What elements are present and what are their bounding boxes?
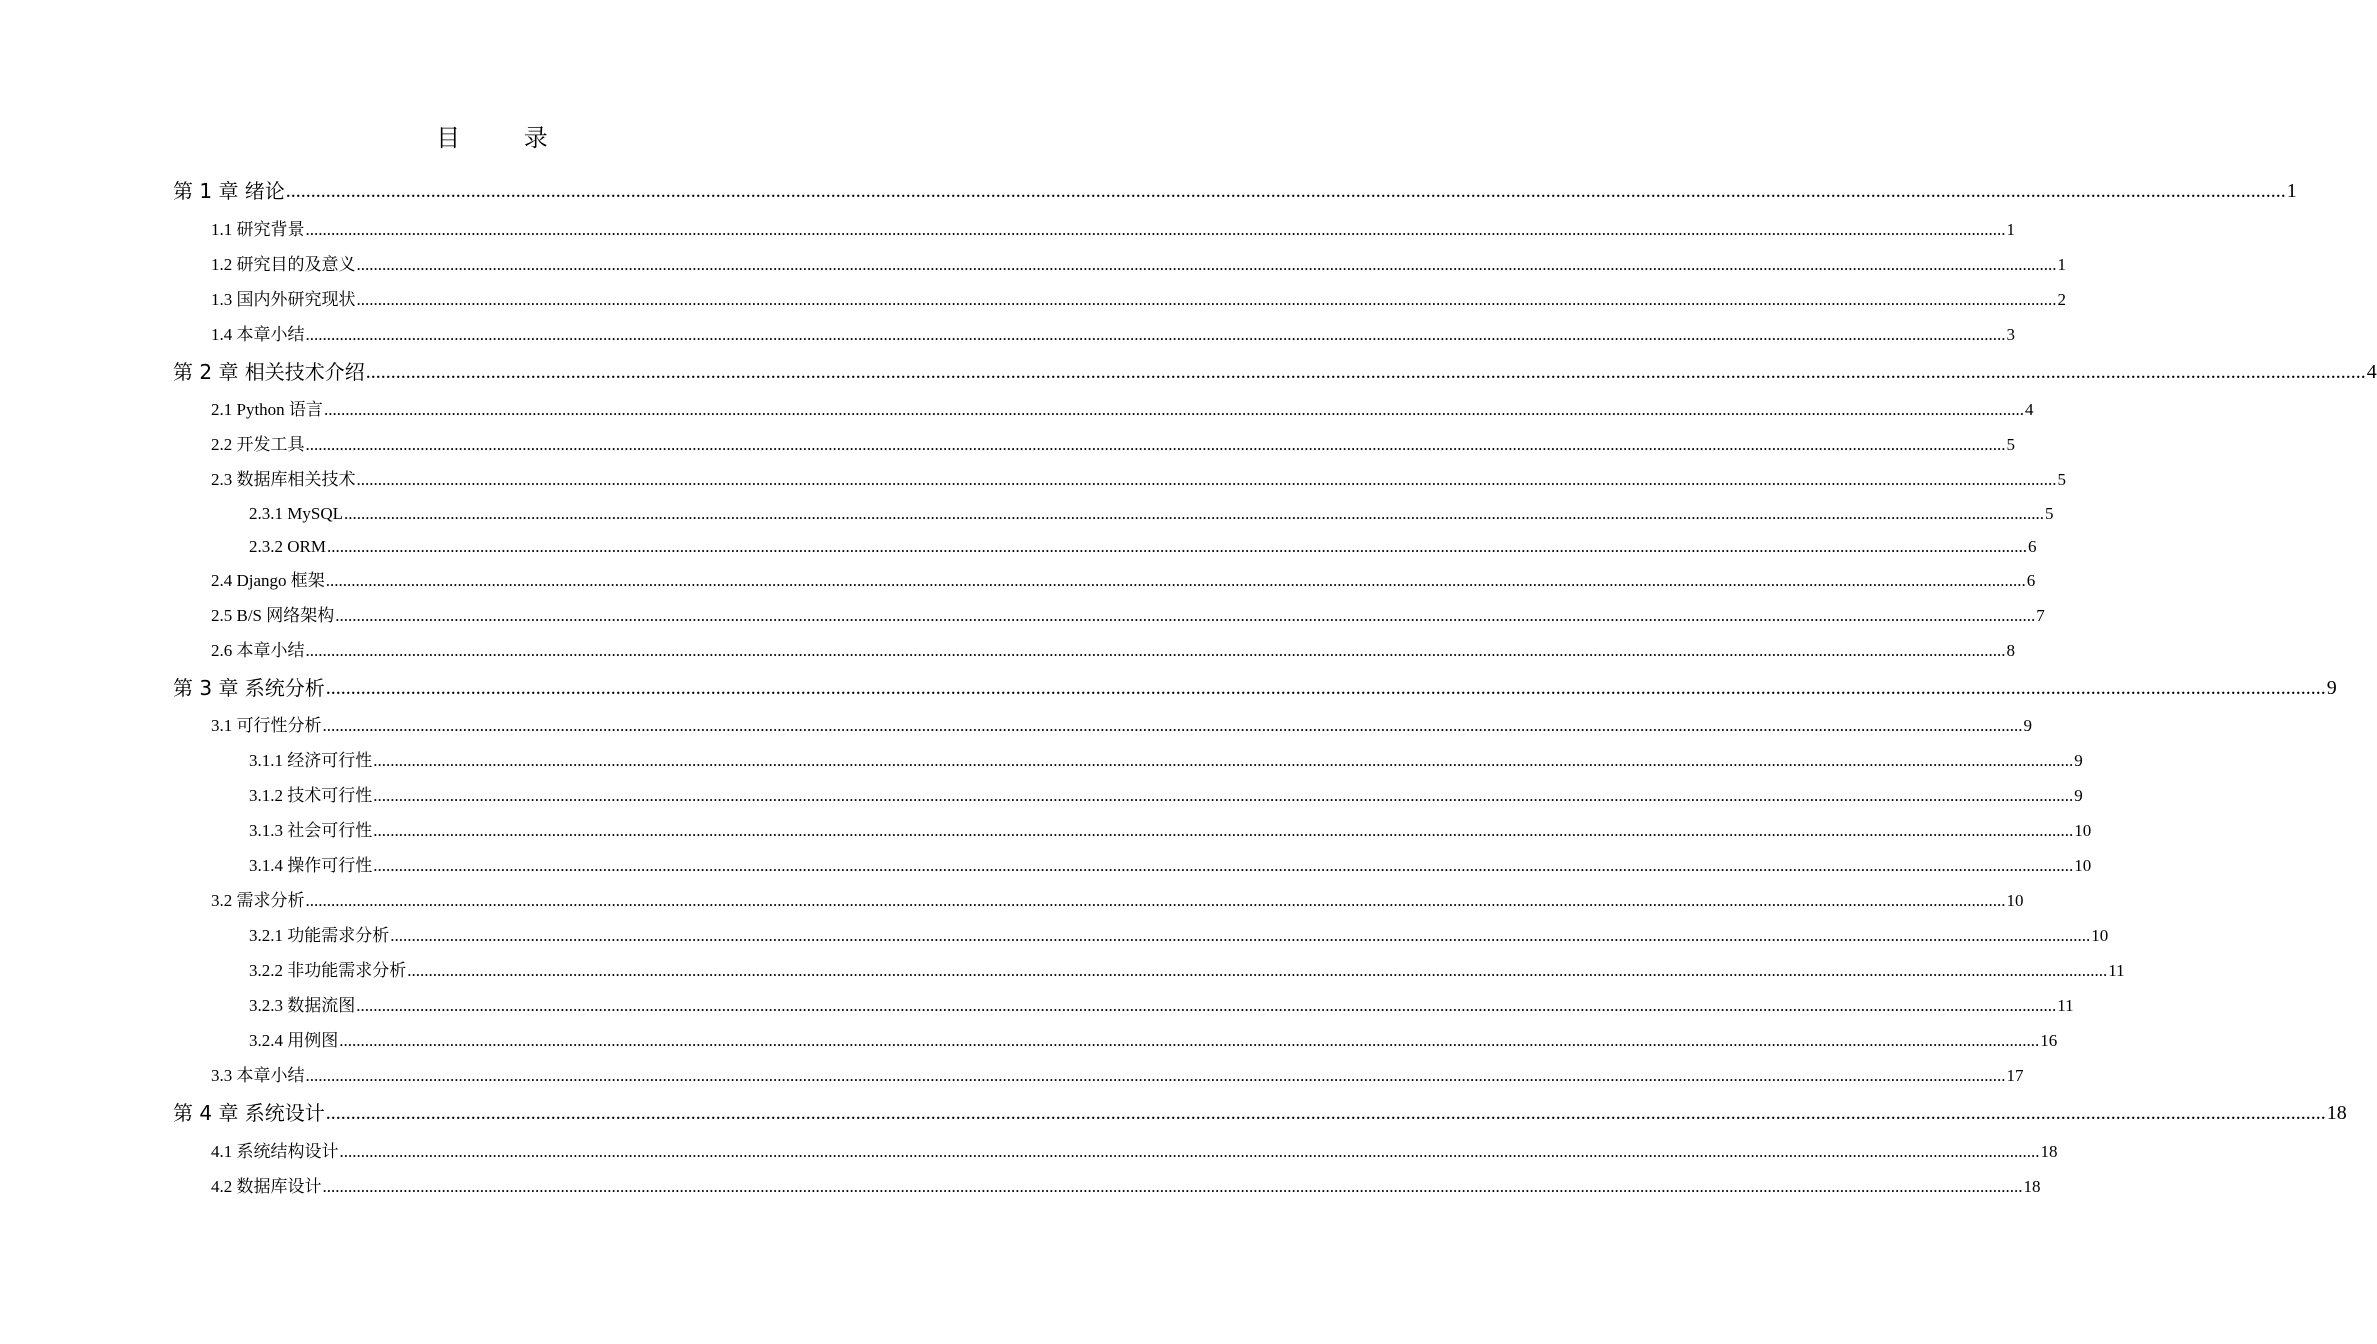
toc-page-number: 5	[2006, 435, 2015, 454]
toc-subsection-entry[interactable]	[249, 921, 2109, 951]
dot-leader: ................................................................................................................................................................................................................................................................................................................................................................................................................	[335, 606, 2036, 625]
toc-page-number: 4	[2366, 361, 2377, 383]
toc-section-entry[interactable]	[211, 465, 2066, 495]
toc-chapter-entry[interactable]	[173, 673, 2337, 703]
toc-subsection-entry[interactable]	[249, 499, 2054, 529]
toc-entry-label: 第 3 章 系统分析	[173, 676, 325, 700]
toc-page-number: 2	[2057, 290, 2066, 309]
toc-page-number: 11	[2108, 961, 2125, 980]
toc-section-entry[interactable]	[211, 285, 2066, 315]
toc-page-number: 5	[2044, 504, 2054, 523]
toc-entry-label: 2.3.2 ORM	[249, 537, 326, 556]
toc-page-number: 18	[2040, 1142, 2058, 1161]
toc-entry-label: 1.4 本章小结	[211, 325, 305, 344]
toc-page-number: 10	[2074, 856, 2092, 875]
toc-page-number: 9	[2074, 751, 2083, 770]
toc-entry-label: 3.1.2 技术可行性	[249, 786, 373, 805]
toc-subsection-entry[interactable]	[249, 816, 2092, 846]
dot-leader: ................................................................................................................................................................................................................................................................................................................................................................................................................	[339, 1142, 2040, 1161]
dot-leader: ................................................................................................................................................................................................................................................................................................................................................................................................................	[373, 751, 2074, 770]
dot-leader: ................................................................................................................................................................................................................................................................................................................................................................................................................	[365, 361, 2366, 383]
toc-section-entry[interactable]	[211, 886, 2024, 916]
toc-page-number: 1	[2006, 220, 2015, 239]
toc-page-number: 9	[2023, 716, 2032, 735]
toc-section-entry[interactable]	[211, 250, 2066, 280]
toc-entry-label: 3.2.3 数据流图	[249, 996, 356, 1015]
toc-subsection-entry[interactable]	[249, 851, 2092, 881]
dot-leader: ................................................................................................................................................................................................................................................................................................................................................................................................................	[305, 220, 2006, 239]
toc-page-number: 10	[2074, 821, 2092, 840]
dot-leader: ................................................................................................................................................................................................................................................................................................................................................................................................................	[356, 996, 2057, 1015]
toc-entry-label: 4.1 系统结构设计	[211, 1142, 339, 1161]
dot-leader: ................................................................................................................................................................................................................................................................................................................................................................................................................	[305, 325, 2006, 344]
toc-subsection-entry[interactable]	[249, 956, 2125, 986]
toc-section-entry[interactable]	[211, 1172, 2041, 1202]
toc-section-entry[interactable]	[211, 601, 2045, 631]
toc-entry-label: 3.2.4 用例图	[249, 1031, 339, 1050]
toc-page-number: 18	[2023, 1177, 2041, 1196]
toc-page-number: 10	[2091, 926, 2109, 945]
toc-section-entry[interactable]	[211, 215, 2015, 245]
dot-leader: ................................................................................................................................................................................................................................................................................................................................................................................................................	[325, 677, 2326, 699]
toc-entry-label: 2.3.1 MySQL	[249, 504, 343, 523]
toc-entry-label: 3.1 可行性分析	[211, 716, 322, 735]
dot-leader: ................................................................................................................................................................................................................................................................................................................................................................................................................	[356, 290, 2057, 309]
toc-entry-label: 3.2.2 非功能需求分析	[249, 961, 407, 980]
toc-subsection-entry[interactable]	[249, 991, 2074, 1021]
toc-entry-label: 3.3 本章小结	[211, 1066, 305, 1085]
toc-section-entry[interactable]	[211, 430, 2015, 460]
dot-leader: ................................................................................................................................................................................................................................................................................................................................................................................................................	[373, 821, 2074, 840]
toc-page-number: 3	[2006, 325, 2015, 344]
toc-entry-label: 第 2 章 相关技术介绍	[173, 360, 365, 384]
dot-leader: ................................................................................................................................................................................................................................................................................................................................................................................................................	[325, 571, 2026, 590]
toc-entry-label: 1.1 研究背景	[211, 220, 305, 239]
toc-page-number: 17	[2006, 1066, 2024, 1085]
dot-leader: ................................................................................................................................................................................................................................................................................................................................................................................................................	[325, 1102, 2326, 1124]
dot-leader: ................................................................................................................................................................................................................................................................................................................................................................................................................	[373, 856, 2074, 875]
dot-leader: ................................................................................................................................................................................................................................................................................................................................................................................................................	[390, 926, 2091, 945]
toc-page-number: 8	[2006, 641, 2015, 660]
toc-section-entry[interactable]	[211, 1137, 2058, 1167]
toc-page-number: 6	[2026, 571, 2036, 590]
toc-section-entry[interactable]	[211, 711, 2032, 741]
dot-leader: ................................................................................................................................................................................................................................................................................................................................................................................................................	[323, 400, 2024, 419]
toc-page-number: 10	[2006, 891, 2024, 910]
dot-leader: ................................................................................................................................................................................................................................................................................................................................................................................................................	[407, 961, 2108, 980]
toc-entry-label: 2.2 开发工具	[211, 435, 305, 454]
dot-leader: ................................................................................................................................................................................................................................................................................................................................................................................................................	[339, 1031, 2040, 1050]
dot-leader: ................................................................................................................................................................................................................................................................................................................................................................................................................	[285, 180, 2286, 202]
toc-entry-label: 1.3 国内外研究现状	[211, 290, 356, 309]
dot-leader: ................................................................................................................................................................................................................................................................................................................................................................................................................	[305, 1066, 2006, 1085]
dot-leader: ................................................................................................................................................................................................................................................................................................................................................................................................................	[322, 716, 2023, 735]
toc-page-number: 11	[2057, 996, 2074, 1015]
dot-leader: ................................................................................................................................................................................................................................................................................................................................................................................................................	[343, 504, 2044, 523]
toc-chapter-entry[interactable]	[173, 1098, 2347, 1128]
dot-leader: ................................................................................................................................................................................................................................................................................................................................................................................................................	[356, 470, 2057, 489]
toc-page-number: 1	[2286, 180, 2297, 202]
toc-entry-label: 3.1.3 社会可行性	[249, 821, 373, 840]
toc-section-entry[interactable]	[211, 1061, 2024, 1091]
dot-leader: ................................................................................................................................................................................................................................................................................................................................................................................................................	[356, 255, 2057, 274]
toc-chapter-entry[interactable]	[173, 357, 2377, 387]
toc-entry-label: 2.4 Django 框架	[211, 571, 325, 590]
toc-page-number: 6	[2027, 537, 2037, 556]
toc-subsection-entry[interactable]	[249, 532, 2037, 562]
toc-section-entry[interactable]	[211, 320, 2015, 350]
toc-page-number: 9	[2326, 677, 2337, 699]
page-title: 目 录	[436, 124, 576, 152]
toc-entry-label: 3.2 需求分析	[211, 891, 305, 910]
dot-leader: ................................................................................................................................................................................................................................................................................................................................................................................................................	[322, 1177, 2023, 1196]
toc-chapter-entry[interactable]	[173, 176, 2297, 206]
toc-entry-label: 3.1.4 操作可行性	[249, 856, 373, 875]
toc-page-number: 5	[2057, 470, 2066, 489]
toc-page-number: 16	[2040, 1031, 2058, 1050]
toc-entry-label: 2.3 数据库相关技术	[211, 470, 356, 489]
toc-entry-label: 2.1 Python 语言	[211, 400, 323, 419]
dot-leader: ................................................................................................................................................................................................................................................................................................................................................................................................................	[305, 435, 2006, 454]
toc-section-entry[interactable]	[211, 395, 2034, 425]
toc-entry-label: 3.2.1 功能需求分析	[249, 926, 390, 945]
toc-section-entry[interactable]	[211, 636, 2015, 666]
toc-page-number: 9	[2074, 786, 2083, 805]
toc-entry-label: 3.1.1 经济可行性	[249, 751, 373, 770]
dot-leader: ................................................................................................................................................................................................................................................................................................................................................................................................................	[326, 537, 2027, 556]
toc-page-number: 1	[2057, 255, 2066, 274]
toc-subsection-entry[interactable]	[249, 781, 2083, 811]
toc-section-entry[interactable]	[211, 566, 2036, 596]
toc-entry-label: 1.2 研究目的及意义	[211, 255, 356, 274]
toc-entry-label: 第 4 章 系统设计	[173, 1101, 325, 1125]
toc-entry-label: 第 1 章 绪论	[173, 179, 285, 203]
toc-page-number: 4	[2024, 400, 2034, 419]
toc-subsection-entry[interactable]	[249, 1026, 2058, 1056]
dot-leader: ................................................................................................................................................................................................................................................................................................................................................................................................................	[305, 891, 2006, 910]
toc-entry-label: 2.6 本章小结	[211, 641, 305, 660]
toc-subsection-entry[interactable]	[249, 746, 2083, 776]
toc-entry-label: 4.2 数据库设计	[211, 1177, 322, 1196]
toc-entry-label: 2.5 B/S 网络架构	[211, 606, 335, 625]
toc-page-number: 7	[2036, 606, 2045, 625]
dot-leader: ................................................................................................................................................................................................................................................................................................................................................................................................................	[373, 786, 2074, 805]
dot-leader: ................................................................................................................................................................................................................................................................................................................................................................................................................	[305, 641, 2006, 660]
toc-page-number: 18	[2326, 1102, 2347, 1124]
